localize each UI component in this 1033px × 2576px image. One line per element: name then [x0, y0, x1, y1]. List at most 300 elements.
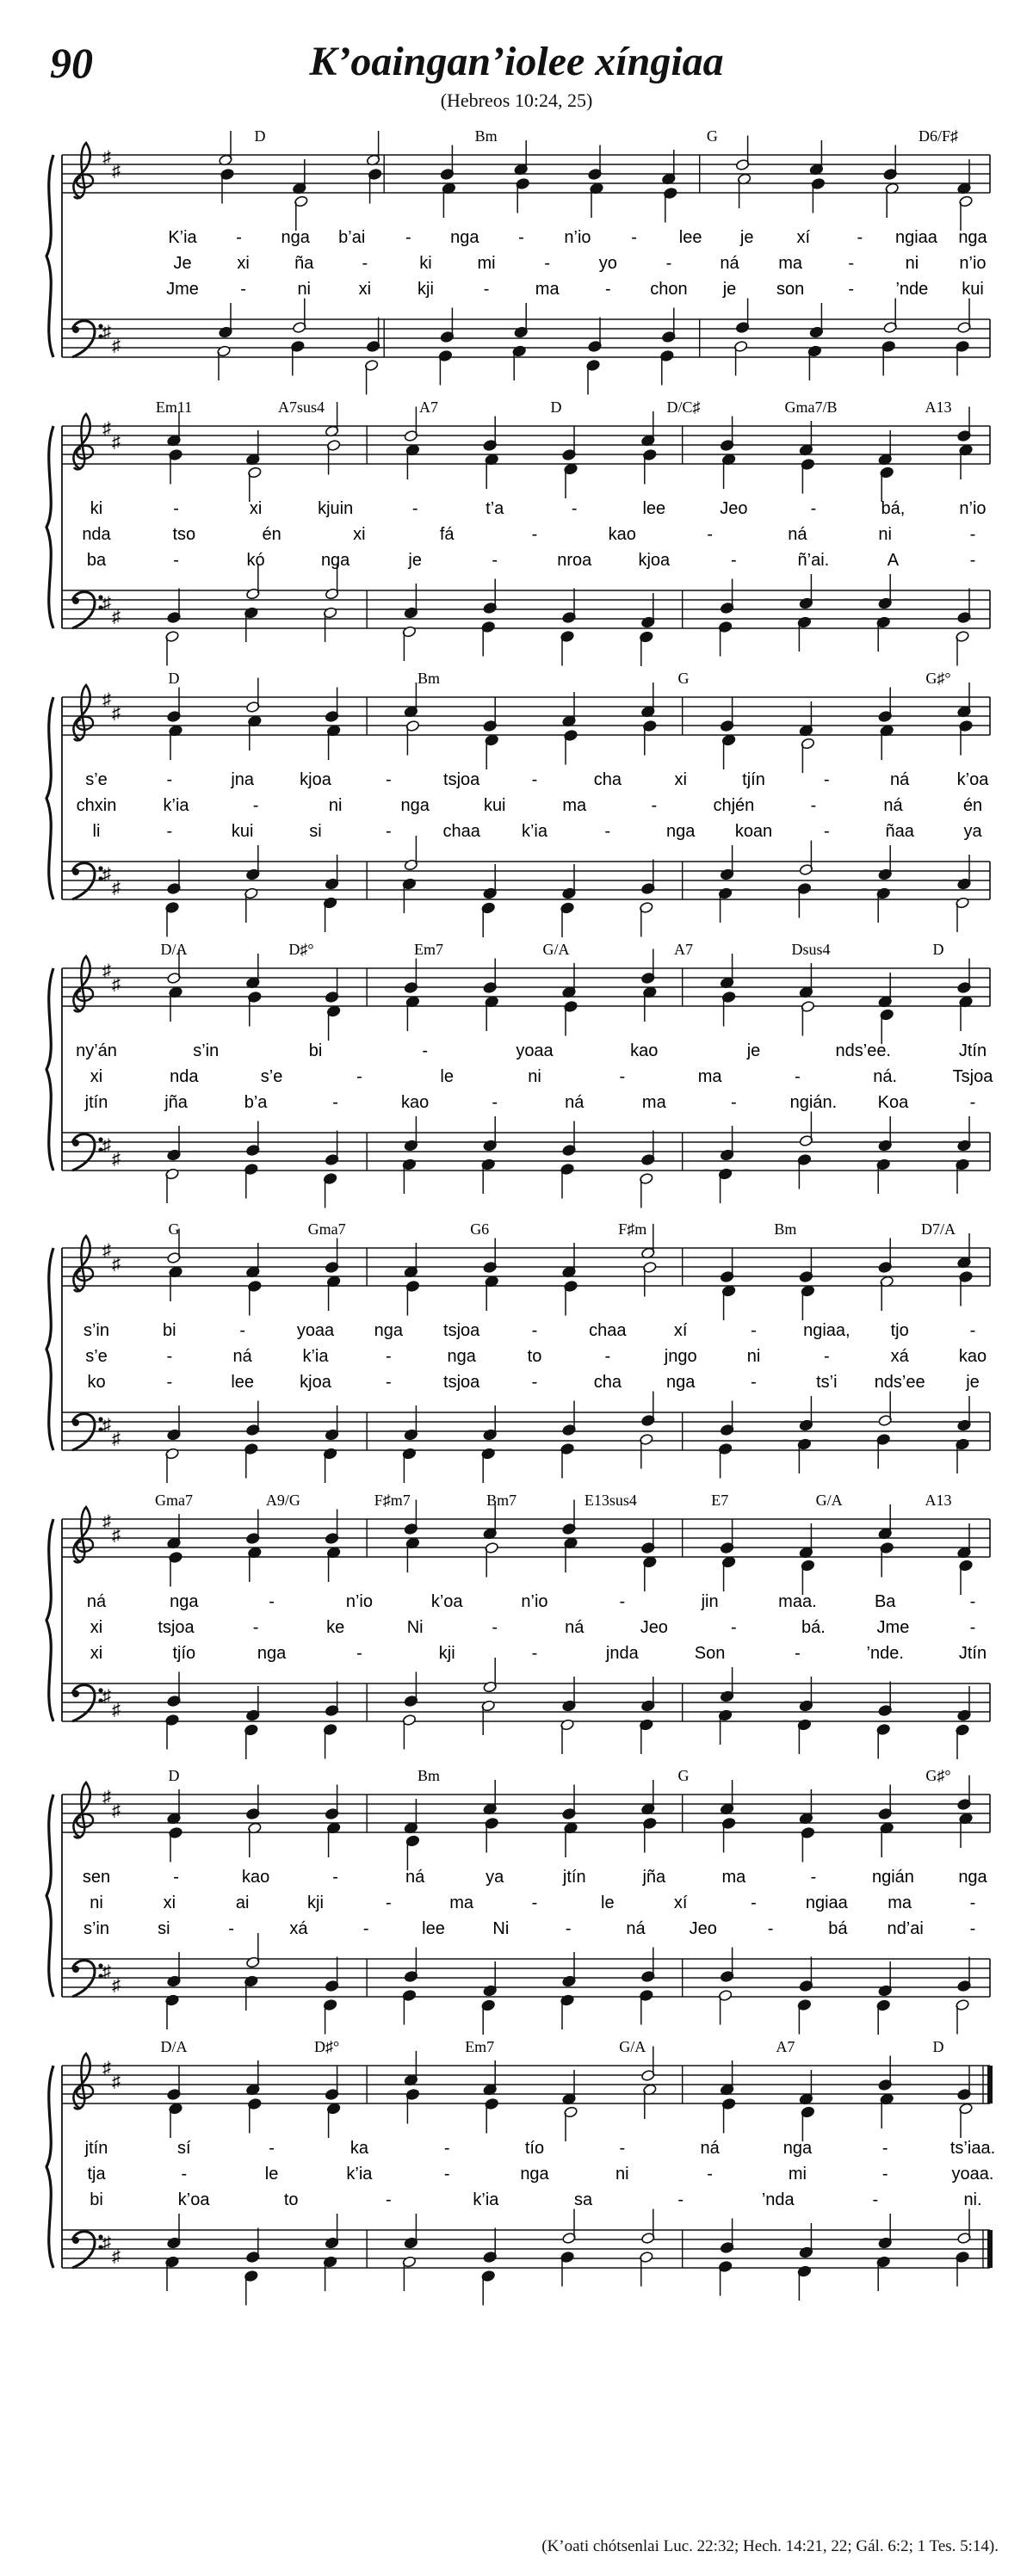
tenor-note: [641, 1131, 656, 1166]
tenor-note: [641, 593, 656, 628]
bass-note: [876, 1158, 891, 1194]
lyric-syllable: én: [262, 525, 281, 544]
alto-note: [880, 2093, 894, 2128]
soprano-note: [219, 131, 233, 166]
lyric-syllable: ña: [294, 254, 314, 273]
bass-note: [481, 1999, 496, 2035]
tenor-note: [562, 1121, 577, 1157]
sharp-sign: ♯: [112, 704, 121, 723]
tenor-note: [404, 584, 418, 619]
soprano-note: [325, 1510, 339, 1545]
system-brace: [46, 968, 53, 1171]
lyric-syllable: jña: [642, 1868, 666, 1887]
tenor-note: [720, 1401, 734, 1436]
lyric-syllable: ’nda: [761, 2190, 795, 2209]
bass-note: [165, 630, 180, 665]
lyric-syllable: ngiaa: [805, 1893, 848, 1912]
alto-note: [485, 1817, 499, 1852]
lyric-syllable: ny’án: [76, 1041, 117, 1060]
lyric-syllable: -: [443, 2165, 450, 2184]
lyric-syllable: tsjoa: [158, 1618, 195, 1637]
lyric-syllable: Jme: [876, 1618, 910, 1637]
chord-symbol: A13: [925, 1492, 952, 1509]
lyric-syllable: ná: [720, 254, 739, 273]
lyric-syllable: -: [665, 254, 672, 273]
soprano-note: [325, 1239, 339, 1274]
lyric-syllable: n’io: [564, 228, 591, 247]
lyric-syllable: én: [962, 796, 983, 815]
alto-note: [405, 720, 420, 755]
tenor-note: [483, 579, 498, 615]
soprano-note: [562, 1500, 577, 1535]
lyric-syllable: je: [746, 1041, 761, 1060]
lyric-syllable: ma: [449, 1893, 474, 1912]
lyric-syllable: bi: [90, 2190, 103, 2209]
final-barline-thick: [987, 2230, 993, 2268]
lyric-syllable: ná: [565, 1093, 585, 1112]
clef-curve: [73, 1236, 90, 1291]
lyric-syllable: yoaa: [516, 1041, 554, 1060]
tenor-note: [246, 1686, 261, 1721]
sharp-sign: ♯: [112, 1526, 121, 1545]
lyric-syllable: s’in: [193, 1041, 220, 1060]
alto-note: [248, 2097, 263, 2133]
alto-note: [248, 991, 263, 1026]
tenor-note: [562, 1952, 577, 1987]
bass-note: [402, 1989, 417, 2024]
soprano-note: [883, 145, 898, 181]
sharp-sign: ♯: [102, 1788, 111, 1807]
lyric-syllable: -: [422, 1041, 429, 1060]
lyric-syllable: -: [969, 1592, 976, 1611]
bass-clef: [72, 1134, 103, 1171]
sharp-sign: ♯: [102, 1962, 111, 1981]
tenor-note: [957, 589, 972, 624]
bass-note: [402, 1448, 417, 1483]
lyric-syllable: ma: [641, 1093, 666, 1112]
tenor-note: [957, 1116, 972, 1152]
lyric-syllable: -: [385, 1347, 392, 1366]
tenor-note: [325, 1405, 339, 1441]
tenor-note: [957, 1686, 972, 1721]
alto-note: [326, 1276, 341, 1311]
soprano-note: [641, 411, 656, 447]
bass-note: [797, 1719, 812, 1754]
lyric-syllable: lee: [231, 1373, 255, 1392]
lyric-syllable: -: [181, 2165, 188, 2184]
lyric-syllable: jna: [231, 770, 255, 789]
clef-curve: [73, 143, 90, 198]
lyric-syllable: je: [739, 228, 754, 247]
lyric-syllable: ná.: [873, 1067, 898, 1086]
lyric-syllable: -: [969, 1893, 976, 1912]
alto-note: [643, 1261, 658, 1296]
bass-note: [956, 1158, 970, 1194]
lyric-syllable: -: [385, 2190, 392, 2209]
lyric-syllable: ná: [700, 2139, 720, 2158]
alto-note: [721, 734, 736, 769]
chord-symbol: F♯m7: [374, 1492, 411, 1509]
bass-note: [797, 1438, 812, 1473]
system-brace: [46, 426, 53, 628]
tenor-note: [246, 845, 261, 880]
final-barline-thick: [987, 2066, 993, 2103]
bass-note: [640, 1172, 654, 1208]
lyric-syllable: xi: [674, 770, 687, 789]
bass-clef: [72, 863, 103, 899]
lyric-syllable: -: [531, 1321, 538, 1340]
treble-staff: [62, 1519, 990, 1557]
alto-note: [643, 720, 658, 755]
lyric-syllable: nga: [281, 228, 310, 247]
bass-note: [165, 1168, 180, 1203]
bass-staff: [62, 1959, 990, 1997]
soprano-note: [246, 954, 261, 989]
lyric-syllable: -: [166, 1347, 173, 1366]
lyric-syllable: k’ia: [302, 1347, 329, 1366]
lyric-syllable: mi: [788, 2165, 807, 2184]
sharp-sign: ♯: [112, 1701, 121, 1720]
treble-staff: [62, 426, 990, 464]
chord-symbol: D/A: [160, 941, 188, 958]
lyric-syllable: yoaa.: [951, 2165, 994, 2184]
tenor-note: [878, 1682, 893, 1717]
system-brace: [46, 1519, 53, 1721]
soprano-note: [325, 402, 339, 437]
lyric-syllable: tsjoa: [443, 1373, 480, 1392]
lyric-syllable: nga: [958, 228, 987, 247]
bass-note: [640, 1433, 654, 1468]
tenor-note: [883, 299, 898, 334]
lyric-syllable: ts’i: [816, 1373, 838, 1392]
lyric-syllable: t’a: [486, 499, 504, 518]
bass-note: [512, 345, 527, 380]
lyric-syllable: Jeo: [689, 1919, 717, 1938]
bass-note: [956, 897, 970, 932]
alto-note: [169, 1551, 183, 1586]
tenor-note: [167, 1126, 182, 1161]
soprano-note: [167, 411, 182, 447]
treble-staff: [62, 968, 990, 1006]
bass-note: [323, 2256, 337, 2291]
chord-symbol: D: [550, 398, 562, 416]
bass-note: [244, 887, 259, 923]
lyric-syllable: chaa: [442, 822, 480, 841]
lyric-syllable: ko: [87, 1373, 106, 1392]
chord-symbol: G/A: [542, 941, 570, 958]
chord-symbol: D/A: [160, 2038, 188, 2055]
bass-note: [586, 359, 601, 394]
alto-note: [485, 734, 499, 769]
chord-symbol: G6: [470, 1220, 490, 1238]
lyric-syllable: -: [731, 1618, 737, 1637]
lyric-syllable: ni: [615, 2165, 629, 2184]
soprano-note: [720, 1248, 734, 1283]
chord-symbol: Em7: [465, 2038, 495, 2055]
lyric-syllable: ná: [626, 1919, 646, 1938]
bass-note: [560, 1994, 575, 2029]
alto-note: [721, 991, 736, 1026]
lyric-syllable: -: [239, 1321, 246, 1340]
lyric-syllable: kjoa: [638, 551, 671, 570]
soprano-note: [440, 145, 455, 181]
lyric-syllable: kó: [246, 551, 265, 570]
lyric-syllable: Son: [694, 1644, 726, 1663]
soprano-note: [878, 2056, 893, 2091]
lyric-syllable: je: [408, 551, 422, 570]
bass-note: [165, 901, 180, 936]
bass-note: [481, 2270, 496, 2305]
alto-note: [442, 182, 456, 218]
soprano-note: [957, 1776, 972, 1811]
tenor-note: [720, 845, 734, 880]
lyric-syllable: K’ia: [168, 228, 197, 247]
lyric-syllable: xí: [673, 1893, 688, 1912]
bass-note: [402, 626, 417, 661]
tenor-note: [878, 574, 893, 609]
bass-note: [402, 1714, 417, 1749]
soprano-note: [641, 949, 656, 985]
lyric-syllable: kji: [438, 1644, 455, 1663]
sharp-sign: ♯: [112, 1255, 121, 1274]
lyric-syllable: ki: [419, 254, 432, 273]
tenor-note: [246, 2228, 261, 2264]
lyric-syllable: to: [527, 1347, 542, 1366]
lyric-syllable: -: [531, 1893, 538, 1912]
lyric-syllable: -: [228, 1919, 234, 1938]
lyric-syllable: k’oa: [956, 770, 989, 789]
chord-symbol: Em11: [155, 398, 193, 416]
lyric-syllable: -: [236, 228, 242, 247]
tenor-note: [799, 1396, 813, 1431]
soprano-note: [483, 417, 498, 452]
bass-staff: [62, 862, 990, 899]
sharp-sign: ♯: [102, 1687, 111, 1706]
alto-note: [664, 187, 678, 222]
lyric-syllable: s’e: [260, 1067, 283, 1086]
tenor-note: [562, 1401, 577, 1436]
lyric-syllable: -: [411, 499, 418, 518]
bass-note: [956, 1724, 970, 1759]
lyric-syllable: ya: [486, 1868, 504, 1887]
bass-note: [797, 2265, 812, 2301]
lyric-syllable: ná: [890, 770, 910, 789]
tenor-note: [957, 299, 972, 334]
tenor-note: [219, 303, 233, 338]
lyric-syllable: kao: [630, 1041, 659, 1060]
tenor-note: [483, 2228, 498, 2264]
bass-clef: [72, 1685, 103, 1721]
bass-note: [560, 1442, 575, 1478]
tenor-note: [167, 1405, 182, 1441]
lyric-syllable: -: [751, 1373, 757, 1392]
lyric-syllable: -: [531, 525, 538, 544]
chord-symbol: A7sus4: [277, 398, 325, 416]
lyric-syllable: -: [518, 228, 524, 247]
lyric-syllable: jnda: [605, 1644, 639, 1663]
bass-staff: [62, 590, 990, 628]
bass-note: [718, 887, 733, 923]
sharp-sign: ♯: [112, 2073, 121, 2091]
lyric-syllable: s’e: [85, 770, 108, 789]
lyric-syllable: li: [92, 822, 101, 841]
chord-symbol: Bm7: [486, 1492, 517, 1509]
lyric-syllable: Ni: [406, 1618, 424, 1637]
chord-symbol: D♯°: [313, 2038, 340, 2055]
lyric-syllable: nga: [665, 1373, 696, 1392]
alto-note: [801, 2106, 815, 2141]
alto-note: [801, 1560, 815, 1595]
sharp-sign: ♯: [102, 1416, 111, 1435]
tenor-note: [957, 1957, 972, 1992]
lyric-syllable: ts’iaa.: [949, 2139, 996, 2158]
tenor-note: [325, 1682, 339, 1717]
lyric-syllable: kao: [958, 1347, 987, 1366]
lyric-syllable: Ba: [874, 1592, 896, 1611]
treble-clef: [73, 1507, 93, 1562]
alto-note: [326, 439, 341, 474]
lyric-syllable: bá.: [801, 1618, 826, 1637]
lyric-syllable: ñ’ai.: [797, 551, 830, 570]
bass-note: [797, 882, 812, 917]
lyric-syllable: -: [385, 1373, 392, 1392]
tenor-note: [483, 864, 498, 899]
bass-note: [718, 1442, 733, 1478]
alto-note: [248, 1822, 263, 1857]
lyric-syllable: k’ia: [473, 2190, 499, 2209]
soprano-note: [878, 688, 893, 723]
tenor-note: [878, 845, 893, 880]
tenor-note: [246, 1121, 261, 1157]
treble-staff: [62, 697, 990, 735]
soprano-note: [957, 683, 972, 718]
soprano-note: [325, 968, 339, 1004]
bass-note: [956, 630, 970, 665]
sharp-sign: ♯: [102, 961, 111, 980]
lyric-syllable: ngiaa: [894, 228, 937, 247]
lyric-syllable: k’ia: [163, 796, 189, 815]
lyric-syllable: -: [269, 1592, 275, 1611]
tenor-note: [957, 2209, 972, 2245]
alto-note: [880, 466, 894, 502]
alto-note: [564, 1822, 578, 1857]
soprano-note: [246, 1510, 261, 1545]
bass-note: [876, 1999, 891, 2035]
bass-staff: [62, 1683, 990, 1721]
lyric-syllable: xi: [90, 1067, 103, 1086]
alto-note: [643, 986, 658, 1022]
lyric-syllable: cha: [593, 770, 622, 789]
bass-note: [560, 1163, 575, 1198]
alto-note: [326, 2103, 341, 2138]
bass-note: [733, 340, 748, 375]
lyric-syllable: ’nde.: [866, 1644, 904, 1663]
tenor-note: [641, 1948, 656, 1983]
lyric-syllable: si: [158, 1919, 170, 1938]
footnote: (K’oati chótsenlai Luc. 22:32; Hech. 14:21, 22; Gál. 6:2; 1 Tes. 5:14).: [541, 2537, 999, 2555]
lyric-syllable: si: [309, 822, 322, 841]
bass-note: [560, 902, 575, 937]
soprano-note: [720, 1519, 734, 1554]
lyric-syllable: chaa: [589, 1321, 627, 1340]
lyric-syllable: b’ai: [338, 228, 366, 247]
lyric-syllable: tjo: [890, 1321, 909, 1340]
tenor-note: [167, 1952, 182, 1987]
lyric-syllable: nga: [782, 2139, 813, 2158]
lyric-syllable: cha: [593, 1373, 622, 1392]
lyric-syllable: k’oa: [177, 2190, 210, 2209]
alto-note: [885, 182, 900, 218]
lyric-syllable: s’in: [83, 1919, 110, 1938]
lyric-syllable: ni: [90, 1893, 103, 1912]
system-brace: [46, 155, 53, 357]
hymn-number: 90: [50, 39, 93, 87]
tenor-note: [799, 841, 813, 876]
lyric-syllable: jña: [164, 1093, 188, 1112]
alto-note: [721, 2097, 736, 2133]
lyric-syllable: kao: [401, 1093, 430, 1112]
bass-note: [244, 1442, 259, 1478]
lyric-syllable: -: [751, 1321, 757, 1340]
lyric-syllable: je: [966, 1373, 980, 1392]
lyric-syllable: -: [604, 280, 611, 299]
lyric-syllable: je: [722, 280, 737, 299]
lyric-syllable: kjoa: [300, 1373, 331, 1392]
lyric-syllable: bi: [308, 1041, 323, 1060]
lyric-syllable: xí: [796, 228, 811, 247]
tenor-note: [404, 1672, 418, 1708]
bass-note: [718, 1989, 733, 2024]
lyric-syllable: yo: [598, 254, 617, 273]
clef-curve: [73, 956, 90, 1011]
hymn-title: K’oaingan’iolee xíngiaa: [309, 39, 724, 84]
sharp-sign: ♯: [102, 690, 111, 709]
soprano-note: [404, 959, 418, 994]
lyric-syllable: nga: [400, 796, 430, 815]
tenor-note: [799, 1112, 813, 1147]
soprano-note: [641, 1780, 656, 1815]
lyric-syllable: chjén: [713, 796, 755, 815]
chord-symbol: A9/G: [265, 1492, 300, 1509]
alto-note: [643, 1817, 658, 1852]
lyric-syllable: kjoa: [300, 770, 331, 789]
lyric-syllable: ngiaa,: [803, 1321, 851, 1340]
bass-note: [165, 1714, 180, 1749]
soprano-note: [483, 1780, 498, 1815]
tenor-note: [735, 299, 750, 334]
bass-note: [560, 2251, 575, 2286]
soprano-note: [404, 2051, 418, 2086]
clef-dot: [72, 326, 79, 333]
soprano-note: [720, 697, 734, 732]
soprano-note: [878, 1504, 893, 1540]
sharp-sign: ♯: [102, 865, 111, 884]
lyric-syllable: -: [332, 1868, 338, 1887]
alto-note: [405, 1835, 420, 1870]
bass-note: [797, 616, 812, 652]
lyric-syllable: -: [823, 822, 830, 841]
chord-symbol: D♯°: [288, 941, 314, 958]
soprano-note: [641, 1519, 656, 1554]
lyric-syllable: Jme: [166, 280, 199, 299]
chord-symbol: G: [677, 670, 690, 687]
lyric-syllable: nga: [320, 551, 350, 570]
sharp-sign: ♯: [102, 1241, 111, 1260]
system-brace: [46, 1248, 53, 1450]
lyric-syllable: ma: [778, 254, 803, 273]
tenor-note: [799, 1677, 813, 1712]
alto-note: [169, 448, 183, 484]
